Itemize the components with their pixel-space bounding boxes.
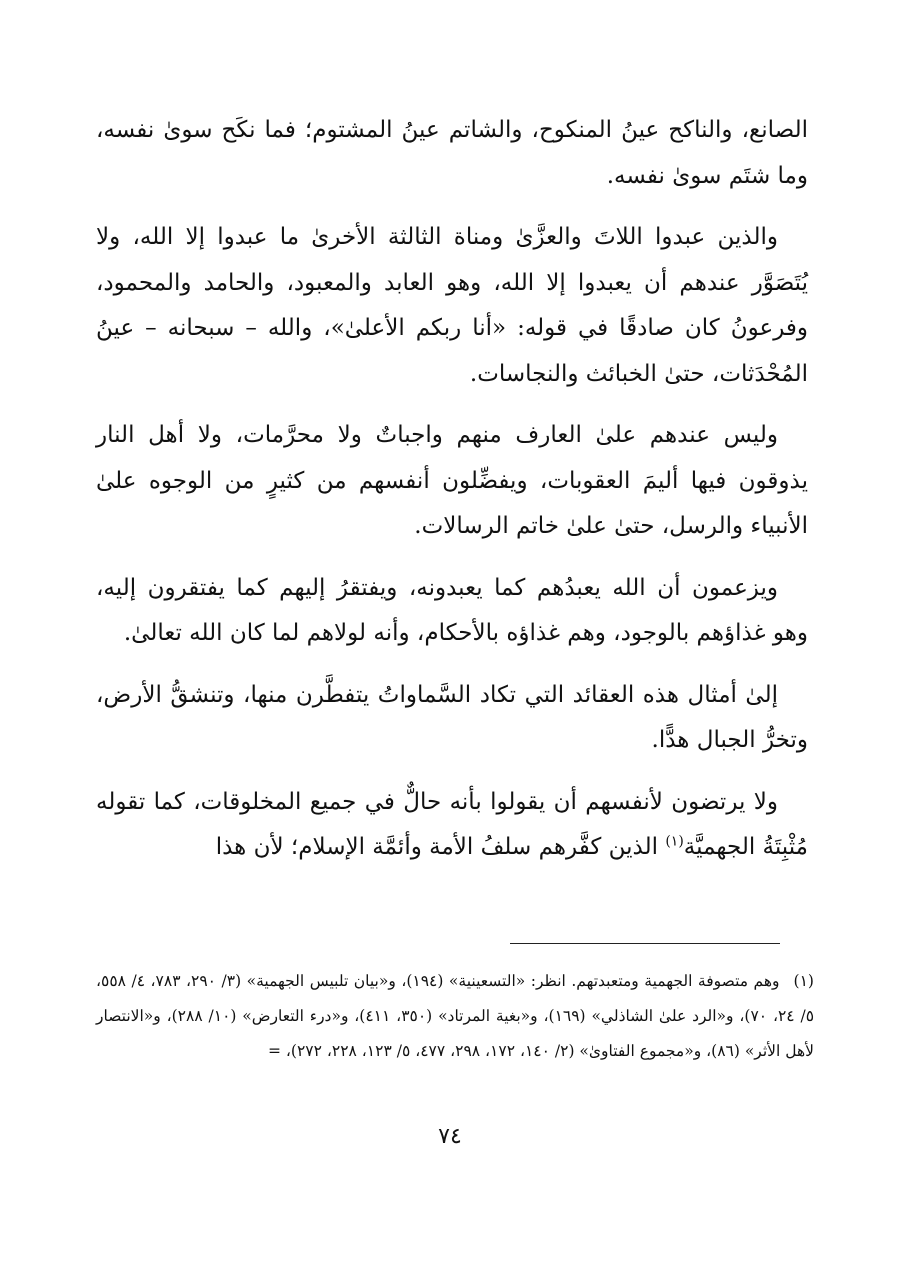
footnote xyxy=(96,964,814,1069)
paragraph-claims: ويزعمون أن الله يعبدُهم كما يعبدونه، ويفتقرُ إليهم كما يفتقرون إليه، وهو غذاؤهم بالوجود، وهم غذاؤه بالأحكام، وأنه لولاهم لما كان الله تعالىٰ. xyxy=(96,574,808,646)
paragraph-idols: والذين عبدوا اللاتَ والعزَّىٰ ومناة الثالثة الأخرىٰ ما عبدوا إلا الله، ولا يُتَصَوَّر عندهم أن يعبدوا إلا الله، وهو العابد والمعبود، والحامد والمحمود، وفرعونُ كان صادقًا في قوله: «أنا ربكم الأعلىٰ»، والله – سبحانه – عينُ المُحْدَثات، حتىٰ الخبائث والنجاسات. xyxy=(96,224,808,387)
paragraph-jahmiyya xyxy=(96,780,808,871)
page-number: ٧٤ xyxy=(438,1124,462,1149)
paragraph-jahmiyya-text: ولا يرتضون لأنفسهم أن يقولوا بأنه حالٌّ في جميع المخلوقات، كما تقوله مُثْبِتَةُ الجهميَّة xyxy=(96,788,808,860)
paragraph-jahmiyya-text-end: الذين كفَّرهم سلفُ الأمة وأئمَّة الإسلام؛ لأن هذا xyxy=(215,834,666,860)
footnote-number: (١) xyxy=(793,972,814,990)
paragraph-continuation: الصانع، والناكح عينُ المنكوح، والشاتم عينُ المشتوم؛ فما نكَح سوىٰ نفسه، وما شتَم سوىٰ نفسه. xyxy=(96,117,808,189)
footnote-divider xyxy=(510,943,780,944)
paragraph-beliefs: إلىٰ أمثال هذه العقائد التي تكاد السَّماواتُ يتفطَّرن منها، وتنشقُّ الأرض، وتخرُّ الجبال هدًّا. xyxy=(96,681,808,753)
paragraph-obligations: وليس عندهم علىٰ العارف منهم واجباتٌ ولا محرَّمات، ولا أهل النار يذوقون فيها أليمَ العقوبات، ويفضِّلون أنفسهم من كثيرٍ من الوجوه علىٰ الأنبياء والرسل، حتىٰ علىٰ خاتم الرسالات. xyxy=(96,422,808,539)
footnote-marker: (١) xyxy=(665,833,684,850)
main-text-body xyxy=(96,108,808,887)
footnote-text: وهم متصوفة الجهمية ومتعبدتهم. انظر: «التسعينية» (١٩٤)، و«بيان تلبيس الجهمية» (٣/ ٢٩٠، ٧٨٣، ٤/ ٥٥٨، ٥/ ٢٤، ٧٠)، و«الرد علىٰ الشاذلي» (١٦٩)، و«بغية المرتاد» (٣٥٠، ٤١١)، و«درء التعارض» (١٠/ ٢٨٨)، و«الانتصار لأهل الأثر» (٨٦)، و«مجموع الفتاوىٰ» (٢/ ١٤٠، ١٧٢، ٢٩٨، ٤٧٧، ٥/ ١٢٣، ٢٢٨، ٢٧٢)، = xyxy=(96,972,815,1060)
